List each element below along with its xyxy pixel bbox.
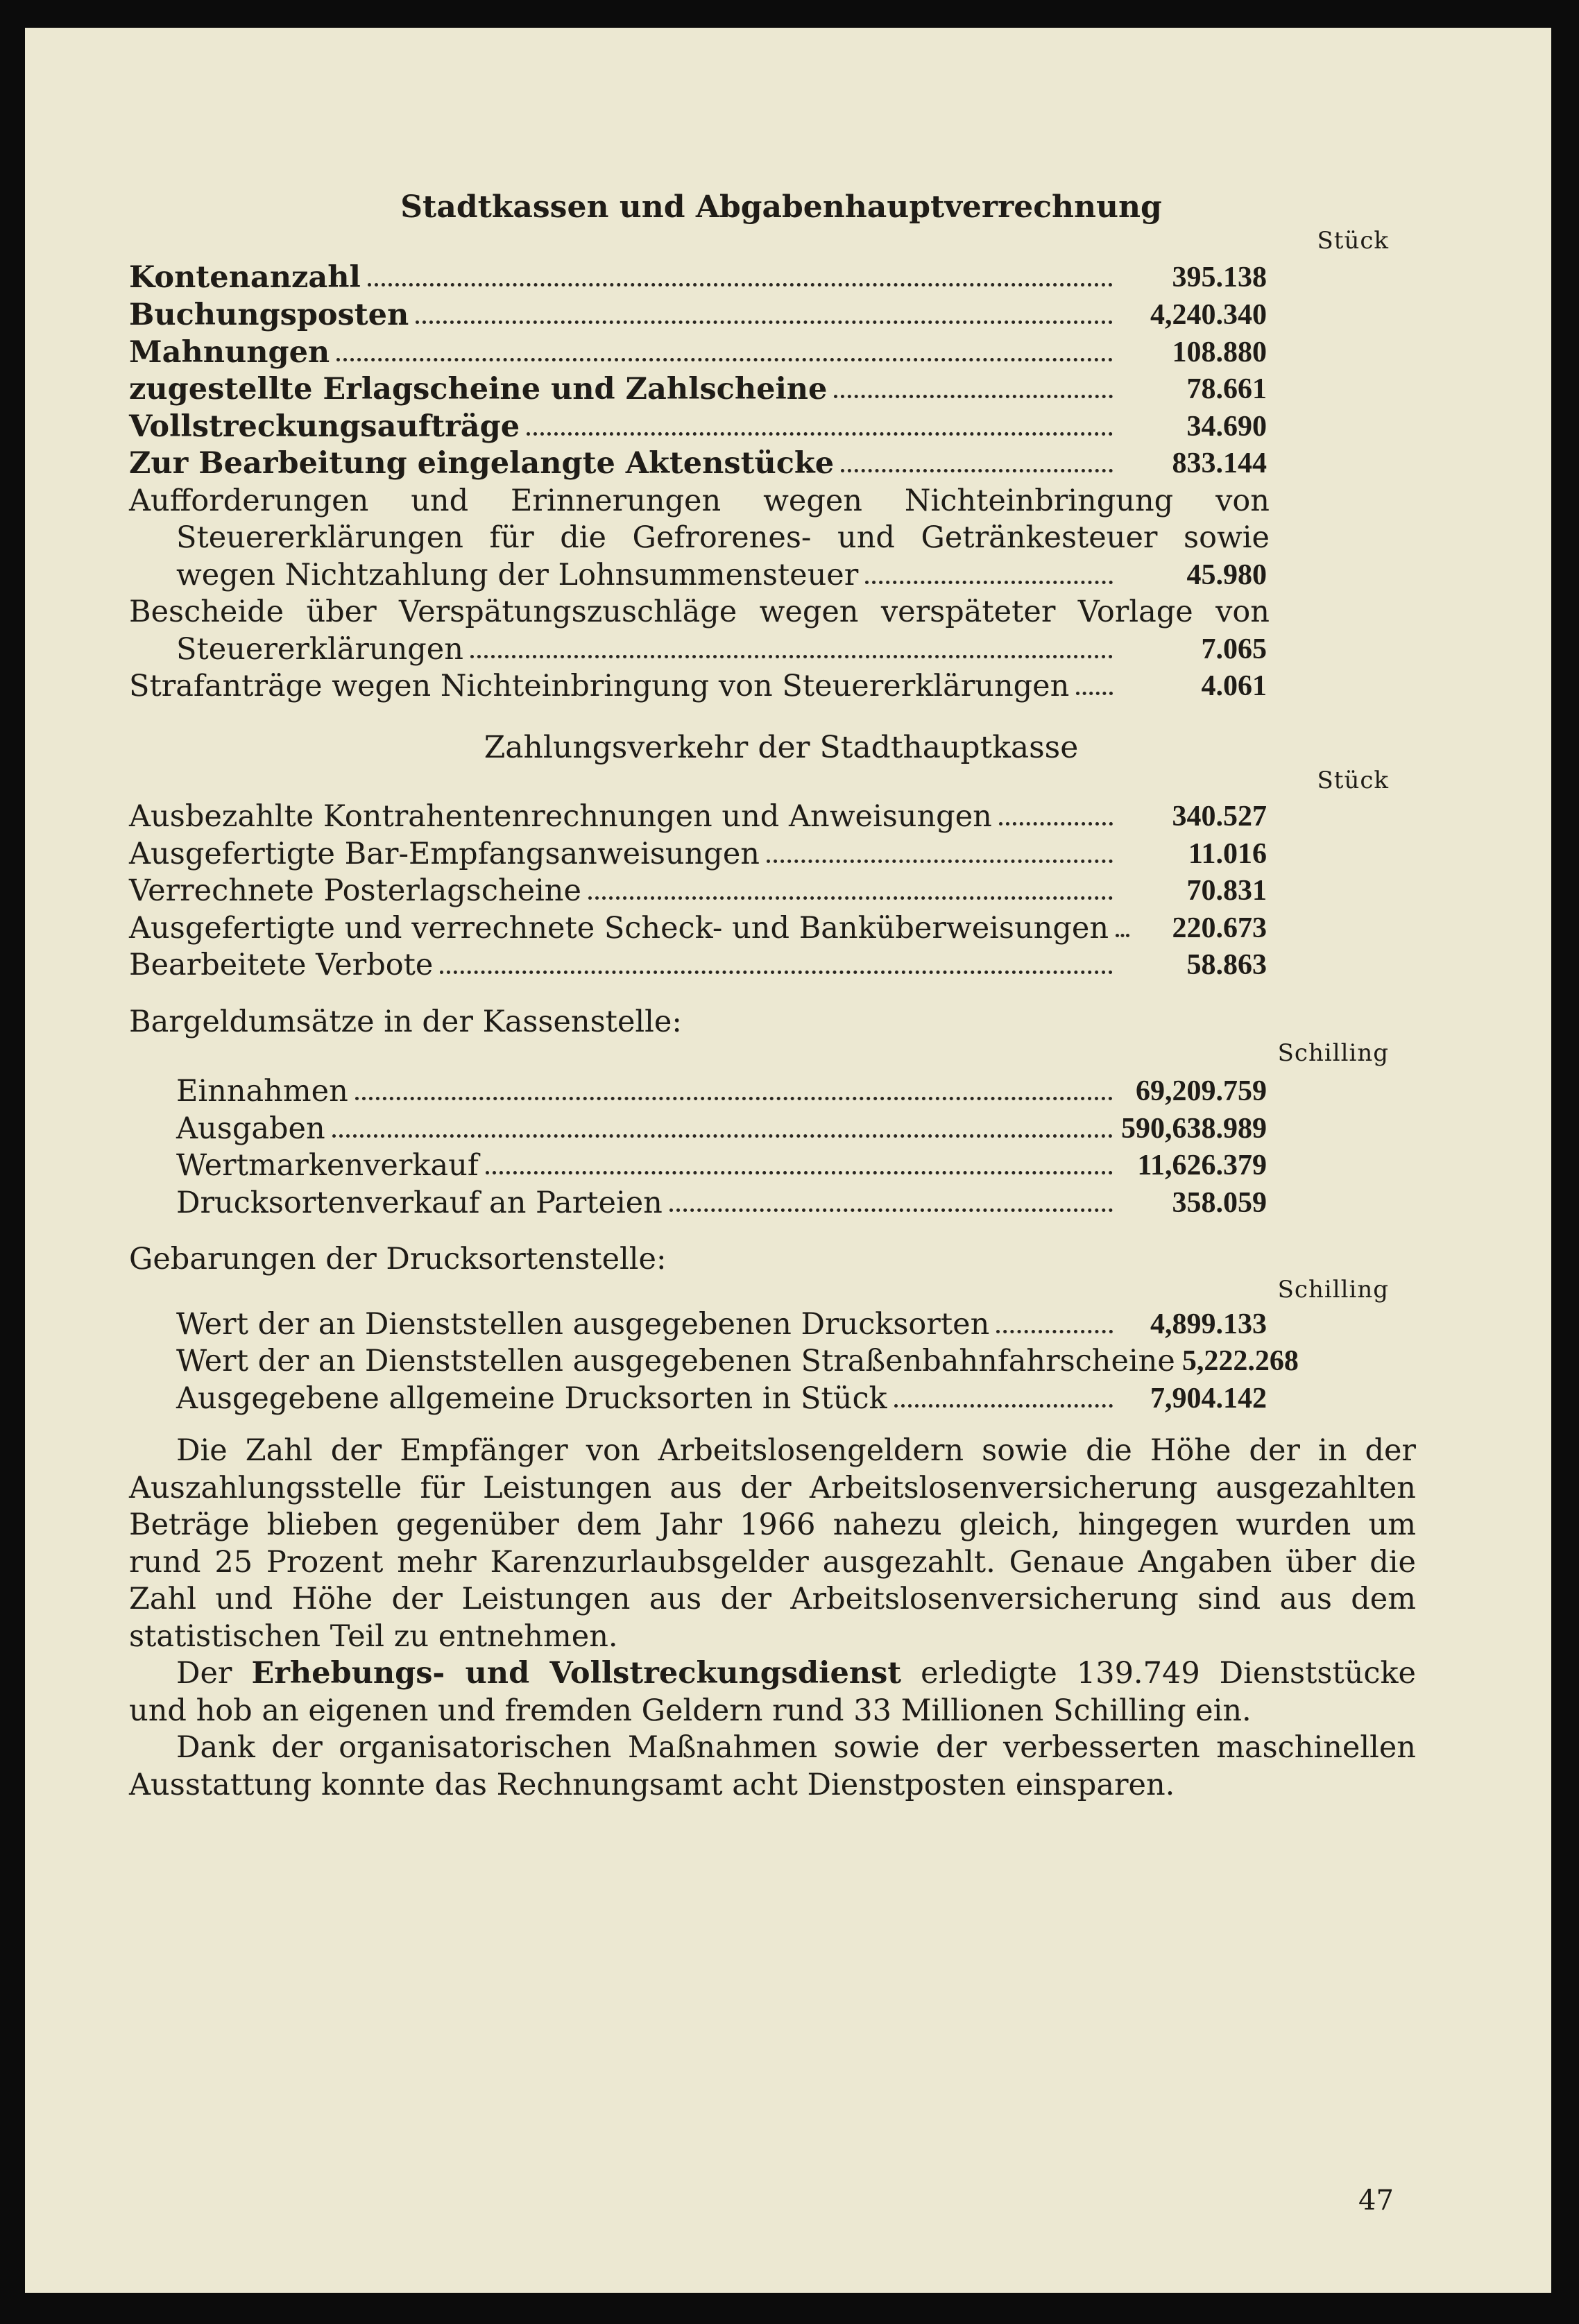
heading-bargeldumsaetze: Bargeldumsätze in der Kassenstelle:: [129, 1005, 682, 1039]
aufforderungen-line-2: Steuererklärungen für die Gefrorenes- und Getränkesteuer sowie: [176, 520, 1270, 555]
document-page: [25, 28, 1551, 2293]
paragraph-erhebungsdienst: Der Erhebungs- und Vollstreckungsdienst erledigte 139.749 Dienststücke und hob an eigenen und fremden Geldern rund 33 Millionen Schilling ein.: [129, 1656, 1417, 1728]
table-row: Mahnungen 108.880: [129, 335, 1267, 370]
table-row: Wert der an Dienststellen ausgegebenen Straßenbahnfahrscheine 5,222.268: [176, 1344, 1299, 1378]
table-row: Steuererklärungen 7.065: [176, 632, 1267, 667]
unit-label-stueck: Stück: [1317, 227, 1389, 255]
table-row: Wertmarkenverkauf 11,626.379: [176, 1148, 1267, 1183]
unit-label-stueck: Stück: [1317, 767, 1389, 794]
table-row: Zur Bearbeitung eingelangte Aktenstücke 833.144: [129, 446, 1267, 481]
bescheide-line-1: Bescheide über Verspätungszuschläge wegen verspäteter Vorlage von: [129, 595, 1270, 629]
table-row: Wert der an Dienststellen ausgegebenen Drucksorten 4,899.133: [176, 1307, 1267, 1342]
table-row: Kontenanzahl 395.138: [129, 260, 1267, 295]
section-title-stadtkassen: Stadtkassen und Abgabenhauptverrechnung: [400, 189, 1162, 225]
table-row: Ausgaben 590,638.989: [176, 1111, 1267, 1146]
paragraph-arbeitslosengeld: Die Zahl der Empfänger von Arbeitslosengeldern sowie die Höhe der in der Auszahlungsstelle für Leistungen aus der Arbeitslosenversicherung ausgezahlten Beträge blieben gegenüber dem Jahr 1966 nahezu gleich, hingegen wurden um rund 25 Prozent mehr Karenzurlaubsgelder ausgezahlt. Genaue Angaben über die Zahl und Höhe der Leistungen aus der Arbeitslosenversicherung sind aus dem statistischen Teil zu entnehmen.: [129, 1433, 1416, 1654]
table-row: Vollstreckungsaufträge 34.690: [129, 409, 1267, 444]
table-row: Ausbezahlte Kontrahentenrechnungen und Anweisungen 340.527: [129, 799, 1267, 834]
paragraph-rechnungsamt: Dank der organisatorischen Maßnahmen sowie der verbesserten maschinellen Ausstattung konnte das Rechnungsamt acht Dienstposten einsparen.: [129, 1730, 1416, 1802]
heading-gebarungen: Gebarungen der Drucksortenstelle:: [129, 1242, 667, 1276]
unit-label-schilling: Schilling: [1277, 1276, 1389, 1304]
table-row: Buchungsposten 4,240.340: [129, 298, 1267, 332]
table-row: Einnahmen 69,209.759: [176, 1074, 1267, 1109]
section-title-zahlungsverkehr: Zahlungsverkehr der Stadthauptkasse: [484, 730, 1079, 765]
table-row: wegen Nichtzahlung der Lohnsummensteuer 45.980: [176, 558, 1267, 592]
table-row: Ausgefertigte Bar-Empfangsanweisungen 11.016: [129, 837, 1267, 871]
table-row: Bearbeitete Verbote 58.863: [129, 948, 1267, 982]
table-row: Verrechnete Posterlagscheine 70.831: [129, 873, 1267, 908]
table-row: Ausgefertigte und verrechnete Scheck- und Banküberweisungen 220.673: [129, 911, 1267, 946]
table-row: Drucksortenverkauf an Parteien 358.059: [176, 1186, 1267, 1220]
table-row: Ausgegebene allgemeine Drucksorten in Stück 7,904.142: [176, 1381, 1267, 1416]
page-number: 47: [1358, 2185, 1394, 2216]
table-row: Strafanträge wegen Nichteinbringung von Steuererklärungen 4.061: [129, 669, 1267, 703]
unit-label-schilling: Schilling: [1277, 1039, 1389, 1067]
table-row: zugestellte Erlagscheine und Zahlscheine 78.661: [129, 372, 1267, 407]
aufforderungen-line-1: Aufforderungen und Erinnerungen wegen Nichteinbringung von: [129, 484, 1270, 518]
